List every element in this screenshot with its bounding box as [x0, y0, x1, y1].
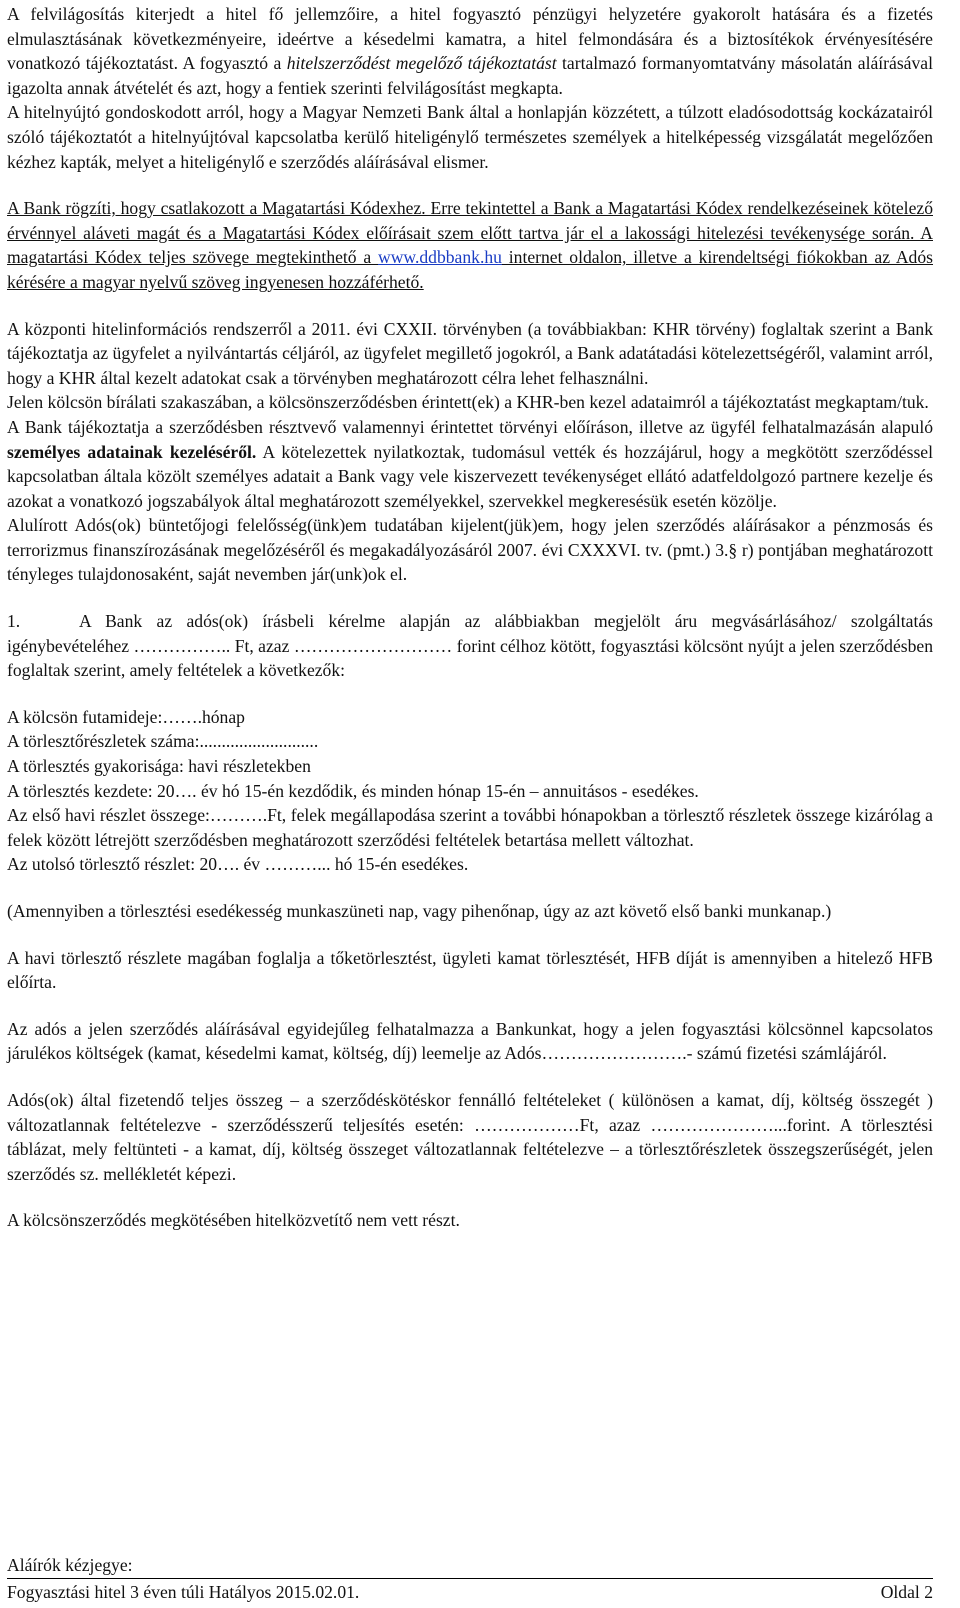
paragraph-loan-section-1: 1. A Bank az adós(ok) írásbeli kérelme alapján az alábbiakban megjelölt áru megvásárlásához/ szolgáltatás igénybevételéhez …………….. Ft, azaz ……………………… forint célhoz kötött, fogyasztási kölcsönt nyújt a jelen szerződésben foglaltak szerint, amely feltételek a következők:	[7, 611, 933, 681]
paragraph-mnb-notice: A hitelnyújtó gondoskodott arról, hogy a Magyar Nemzeti Bank által a honlapján közzétett, a túlzott eladósodottság kockázatairól szóló tájékoztatót a hitelnyújtóval kapcsolatba kerülő hiteligénylő természetes személyek a hitelképesség vizsgálatát megelőzően kézhez kapták, melyet a hiteligénylő e szerződés aláírásával elismer.	[7, 102, 933, 172]
italic-pre-contract-info: hitelszerződést megelőző tájékoztatást	[286, 53, 557, 74]
term-last-installment: Az utolsó törlesztő részlet: 20…. év ………... hó 15-én esedékes.	[7, 854, 469, 875]
paragraph-khr: A központi hitelinformációs rendszerről a 2011. évi CXXII. törvényben (a továbbiakban: KHR törvény) foglaltak szerint a Bank tájékoztatja az ügyfelet a nyilvántartás céljáról, az ügyfelet megillető jogokról, a Bank adatátadási kötelezettségéről, valamint arról, hogy a KHR által kezelt adatokat csak a törvényben meghatározott célra lehet felhasználni.	[7, 318, 933, 388]
paragraph-no-intermediary: A kölcsönszerződés megkötésében hitelközvetítő nem vett részt.	[7, 1210, 460, 1231]
page-number: Oldal 2	[880, 1582, 933, 1602]
paragraph-personal-data: A Bank tájékoztatja a szerződésben résztvevő valamennyi érintettet törvényi előíráson, illetve az ügyfél felhatalmazásán alapuló személyes adatainak kezeléséről. A kötelezettek nyilatkoztak, tudomásul vették és hozzájárul, hogy a megkötött szerződéssel kapcsolatban általa közölt személyes adatait a Bank vagy vele kiszervezett tevékenységet ellátó adatfeldolgozó partnere kezelje és azokat a vonatkozó jogszabályok által meghatározott személyekkel, szervekkel megkeresésük esetén közölje.	[7, 416, 933, 511]
term-duration: A kölcsön futamideje:…….hónap	[7, 706, 245, 727]
paragraph-direct-debit: Az adós a jelen szerződés aláírásával egyidejűleg felhatalmazza a Bankunkat, hogy a jelen fogyasztási kölcsönnel kapcsolatos járulékos költségek (kamat, késedelmi kamat, költség, díj) leemelje az Adós…………………….- számú fizetési számlájáról.	[7, 1018, 933, 1064]
paragraph-information-scope: A felvilágosítás kiterjedt a hitel fő jellemzőire, a hitel fogyasztó pénzügyi helyzetére gyakorolt hatására és a fizetés elmulasztásának következményeire, ideértve a késedelmi kamatra, a hitel felmondására és a biztosítékok érvényesítésére vonatkozó tájékoztatást. A fogyasztó a hitelszerződést megelőző tájékoztatást tartalmazó formanyomtatvány másolatán aláírásával igazolta annak átvételét és azt, hogy a fentiek szerinti felvilágosítást megkapta.	[7, 4, 933, 98]
paragraph-beneficial-owner: Alulírott Adós(ok) büntetőjogi felelősség(ünk)em tudatában kijelent(jük)em, hogy jelen szerződés aláírásakor a pénzmosás és terrorizmus finanszírozásának megelőzéséről és megakadályozásáról 2007. évi CXXXVI. tv. (pmt.) 3.§ r) pontjában meghatározott tényleges tulajdonosaként, saját nevemben jár(unk)ok el.	[7, 515, 933, 585]
section-number: 1.	[7, 611, 21, 632]
paragraph-total-amount: Adós(ok) által fizetendő teljes összeg – a szerződéskötéskor fennálló feltételeket ( különösen a kamat, díj, költség összegét ) változatlannak feltételezve - szerződésszerű teljesítés esetén: ………………Ft, azaz …………………...forint. A törlesztési táblázat, mely feltünteti - a kamat, díj, költség összeget változatlannak feltételezve – a törlesztőrészletek összegszerűségét, jelen szerződés sz. mellékletét képezi.	[7, 1089, 933, 1184]
signatures-label: Aláírók kézjegye:	[7, 1555, 133, 1575]
paragraph-code-of-conduct: A Bank rögzíti, hogy csatlakozott a Magatartási Kódexhez. Erre tekintettel a Bank a Magatartási Kódex rendelkezéseinek kötelező érvénnyel aláveti magát és a Magatartási Kódex előírásait szem előtt tartva jár el a lakossági hitelezési tevékenysége során. A magatartási Kódex teljes szövege megtekinthető a www.ddbbank.hu internet oldalon, illetve a kirendeltségi fiókokban az Adós kérésére a magyar nyelvű szöveg ingyenesen hozzáférhető.	[7, 198, 933, 292]
term-installment-count: A törlesztőrészletek száma:...........................	[7, 731, 319, 752]
term-first-installment: Az első havi részlet összege:……….Ft, felek megállapodása szerint a további hónapokban a törlesztő részletek összege kizárólag a felek között létrejött szerződésben meghatározott szerződési feltételek betartása mellett változhat.	[7, 805, 933, 850]
paragraph-holiday-rule: (Amennyiben a törlesztési esedékesség munkaszüneti nap, vagy pihenőnap, úgy az azt követő első banki munkanap.)	[7, 901, 832, 921]
term-frequency: A törlesztés gyakorisága: havi részletekben	[7, 756, 311, 777]
document-identifier: Fogyasztási hitel 3 éven túli Hatályos 2015.02.01.	[7, 1582, 360, 1602]
paragraph-khr-acknowledgement: Jelen kölcsön bírálati szakaszában, a kölcsönszerződésben érintett(ek) a KHR-ben kezel adataimról a tájékoztatást megkaptam/tuk.	[7, 392, 929, 413]
paragraph-installment-contents: A havi törlesztő részlete magában foglalja a tőketörlesztést, ügyleti kamat törlesztését, HFB díját is amennyiben a hitelező HFB előírta.	[7, 947, 933, 993]
bank-website-link[interactable]: www.ddbbank.hu	[378, 247, 502, 268]
loan-terms-list	[7, 705, 933, 877]
bold-personal-data: személyes adatainak kezeléséről.	[7, 441, 257, 462]
term-start: A törlesztés kezdete: 20…. év hó 15-én kezdődik, és minden hónap 15-én – annuitásos - esedékes.	[7, 780, 699, 801]
footer-line	[7, 1578, 933, 1605]
page-footer	[7, 1552, 933, 1605]
